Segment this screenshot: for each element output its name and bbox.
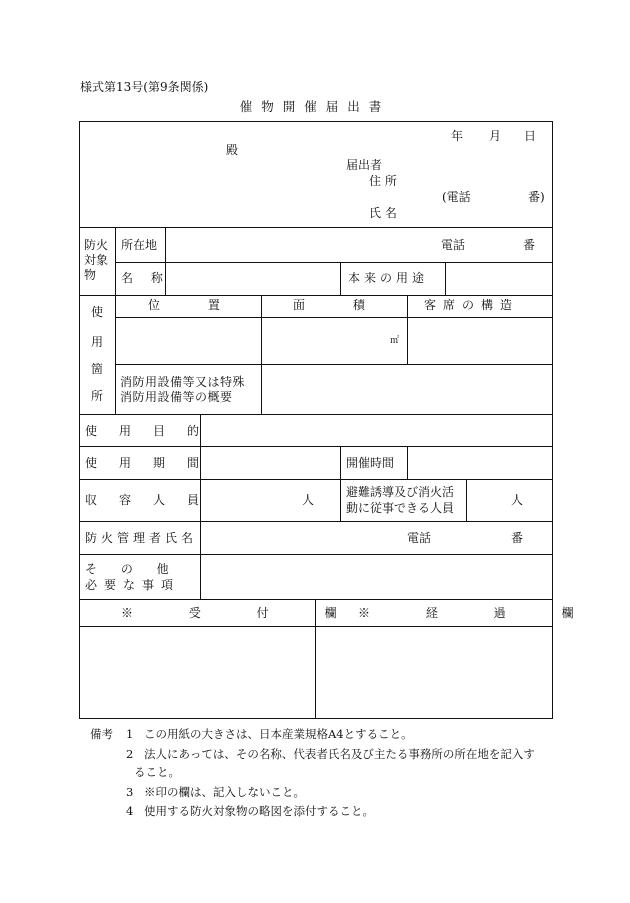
position-header: 位 置	[148, 298, 242, 312]
location-phone-label: 電話	[441, 238, 466, 252]
notifier-label: 届出者	[346, 158, 383, 172]
note-number: 1	[126, 727, 134, 741]
rule	[407, 446, 408, 479]
capacity-label: 収容人員	[85, 493, 222, 507]
rule	[340, 446, 341, 521]
form-number: 様式第13号(第9条関係)	[80, 80, 209, 94]
target-group-label: 物	[84, 268, 97, 282]
usage-area-group-label: 用	[91, 335, 104, 349]
rule	[79, 599, 553, 600]
rule	[79, 414, 553, 415]
phone-open-label: (電話	[442, 190, 471, 204]
equipment-label: 消防用設備等又は特殊	[120, 375, 246, 389]
note-number: 2	[126, 747, 134, 761]
addressee-label: 殿	[226, 143, 239, 157]
manager-phone-suffix: 番	[511, 531, 524, 545]
note-text: 使用する防火対象物の略図を添付すること。	[144, 804, 374, 818]
seating-structure-header: 客席の構造	[424, 298, 520, 312]
period-label: 使用期間	[85, 456, 222, 470]
other-label: そ の 他	[85, 562, 179, 576]
target-name-label: 名 称	[121, 271, 170, 285]
month-label: 月	[489, 129, 502, 143]
other-label: 必要な事項	[85, 578, 181, 592]
day-label: 日	[524, 129, 537, 143]
rule	[261, 295, 262, 414]
form-table	[79, 121, 553, 719]
usage-area-group-label: 箇	[91, 362, 104, 376]
original-use-label: 本来の用途	[348, 271, 429, 285]
location-label: 所在地	[121, 238, 158, 252]
location-phone-suffix: 番	[523, 238, 536, 252]
rule	[407, 295, 408, 364]
rule	[466, 479, 467, 521]
note-number: 3	[126, 785, 134, 799]
evacuation-staff-label: 動に従事できる人員	[346, 501, 455, 515]
rule	[79, 227, 553, 228]
rule	[115, 364, 553, 365]
fire-manager-label: 防火管理者氏名	[85, 531, 198, 545]
area-unit: ㎡	[390, 336, 400, 346]
evacuation-staff-label: 避難誘導及び消火活	[346, 485, 455, 499]
usage-area-group-label: 所	[91, 389, 104, 403]
rule	[79, 626, 553, 627]
rule	[79, 479, 553, 480]
rule	[79, 446, 553, 447]
year-label: 年	[451, 129, 464, 143]
rule	[79, 295, 553, 296]
rule	[79, 554, 553, 555]
target-group-label: 防火	[84, 238, 109, 252]
target-group-label: 対象	[84, 253, 109, 267]
usage-area-group-label: 使	[91, 305, 104, 319]
purpose-label: 使用目的	[85, 424, 222, 438]
rule	[445, 262, 446, 295]
evacuation-staff-unit: 人	[511, 493, 524, 507]
rule	[115, 262, 553, 263]
capacity-unit: 人	[302, 493, 315, 507]
equipment-label: 消防用設備等の概要	[120, 390, 233, 404]
note-text: 法人にあっては、その名称、代表者氏名及び主たる事務所の所在地を記入す	[144, 747, 535, 761]
form-title: 催物開催届出書	[239, 99, 391, 114]
note-text: この用紙の大きさは、日本産業規格A4とすること。	[144, 727, 413, 741]
phone-close-label: 番)	[528, 190, 545, 204]
note-number: 4	[126, 804, 134, 818]
hours-label: 開催時間	[346, 456, 395, 470]
progress-column-header: ※ 経 過 欄	[358, 606, 600, 620]
note-text: ※印の欄は、記入しないこと。	[144, 785, 305, 799]
rule	[79, 521, 553, 522]
rule	[115, 317, 553, 318]
note-text-continued: ること。	[134, 765, 180, 779]
manager-phone-label: 電話	[407, 531, 432, 545]
rule	[340, 262, 341, 295]
area-header: 面 積	[293, 298, 387, 312]
notes-heading: 備考	[90, 727, 113, 741]
address-label: 住 所	[369, 174, 397, 188]
rule	[115, 227, 116, 414]
reception-column-header: ※ 受 付 欄	[121, 606, 363, 620]
name-label: 氏 名	[369, 206, 397, 220]
